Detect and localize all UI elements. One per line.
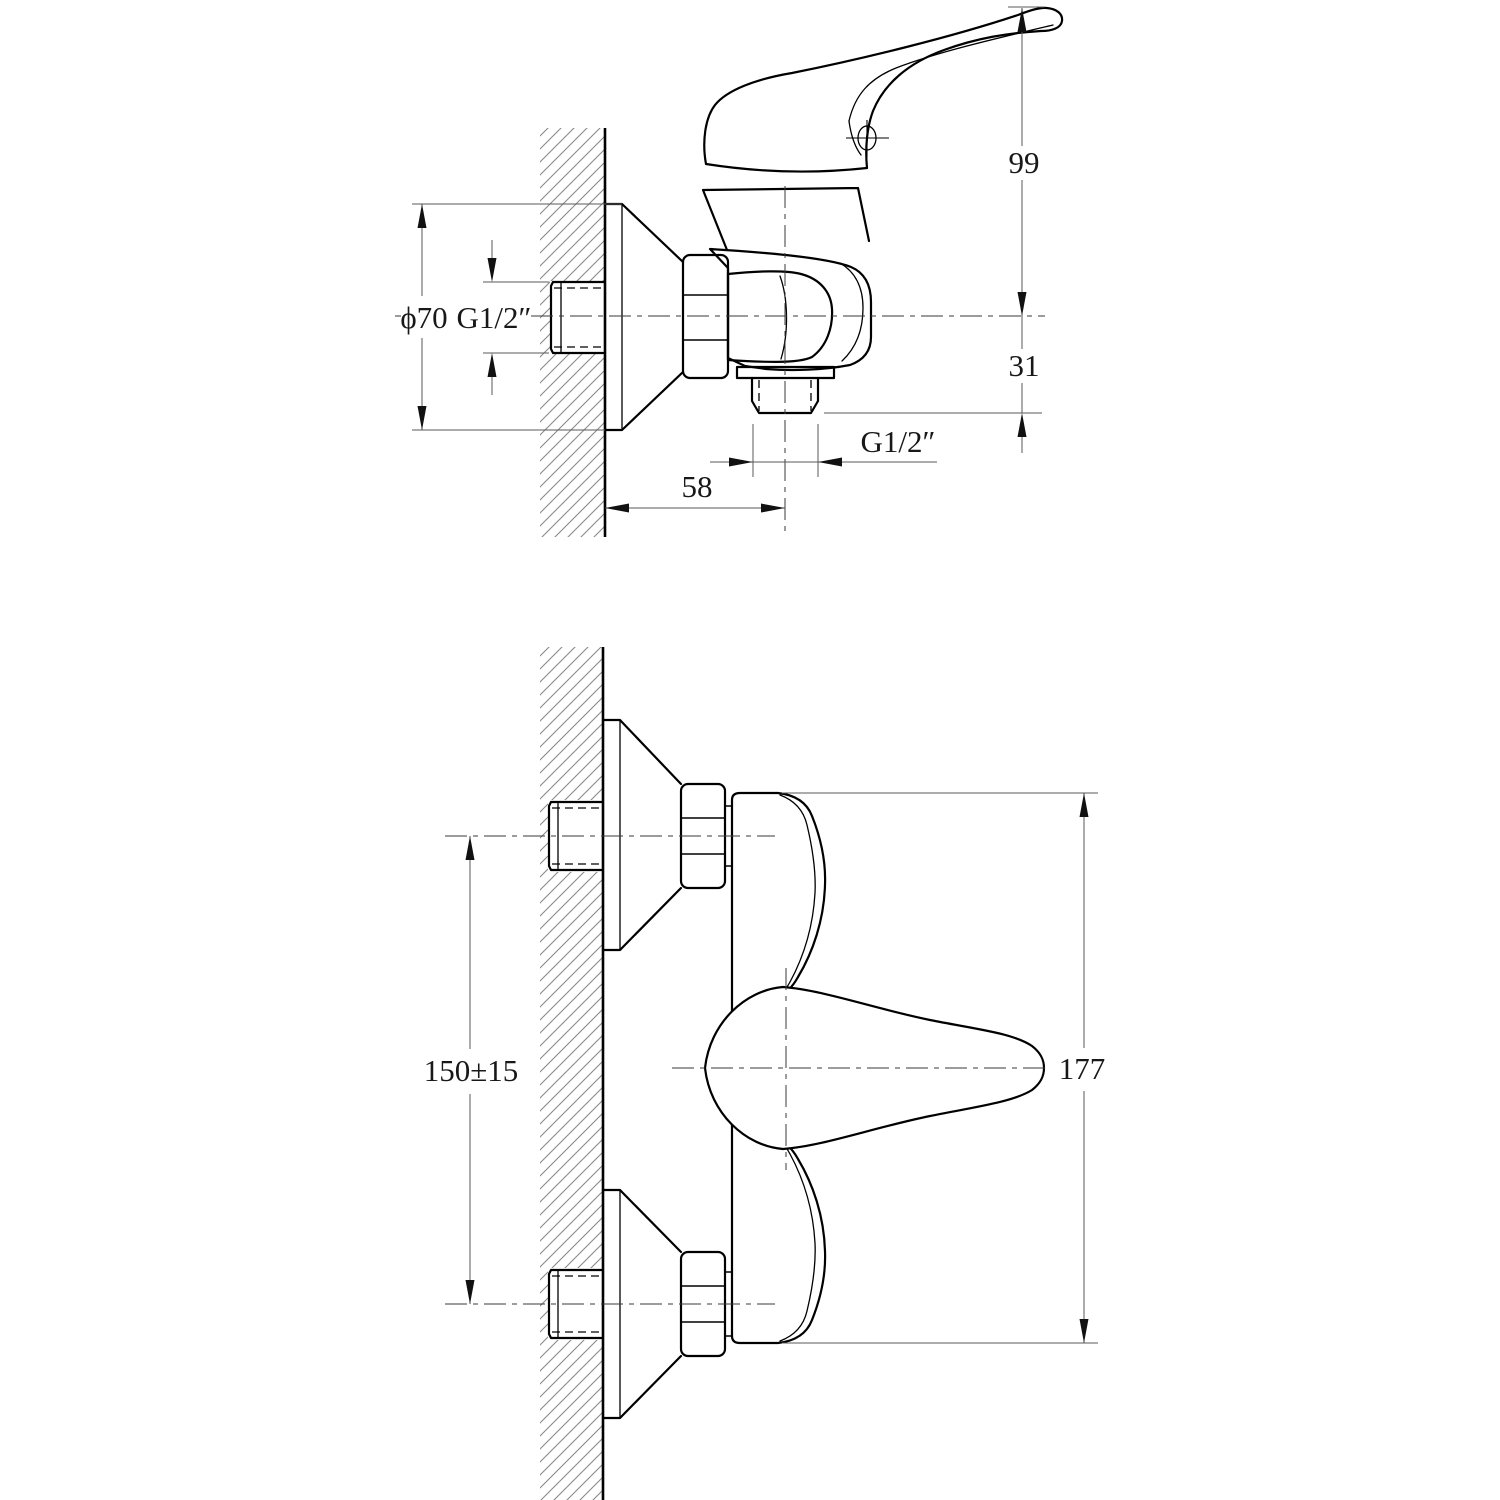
dim-label: 58: [681, 469, 713, 504]
dim-label: 31: [1008, 348, 1040, 383]
dim-label: 99: [1008, 145, 1040, 180]
dim-label: 150±15: [423, 1053, 519, 1088]
dim-label: ϕ70: [400, 300, 448, 335]
wall-inlet-nipple: [550, 281, 604, 354]
dim-label: G1/2″: [456, 300, 532, 335]
dim-label: 177: [1058, 1051, 1106, 1086]
dim-label: G1/2″: [860, 424, 936, 459]
wall-hatch: [540, 647, 603, 1500]
